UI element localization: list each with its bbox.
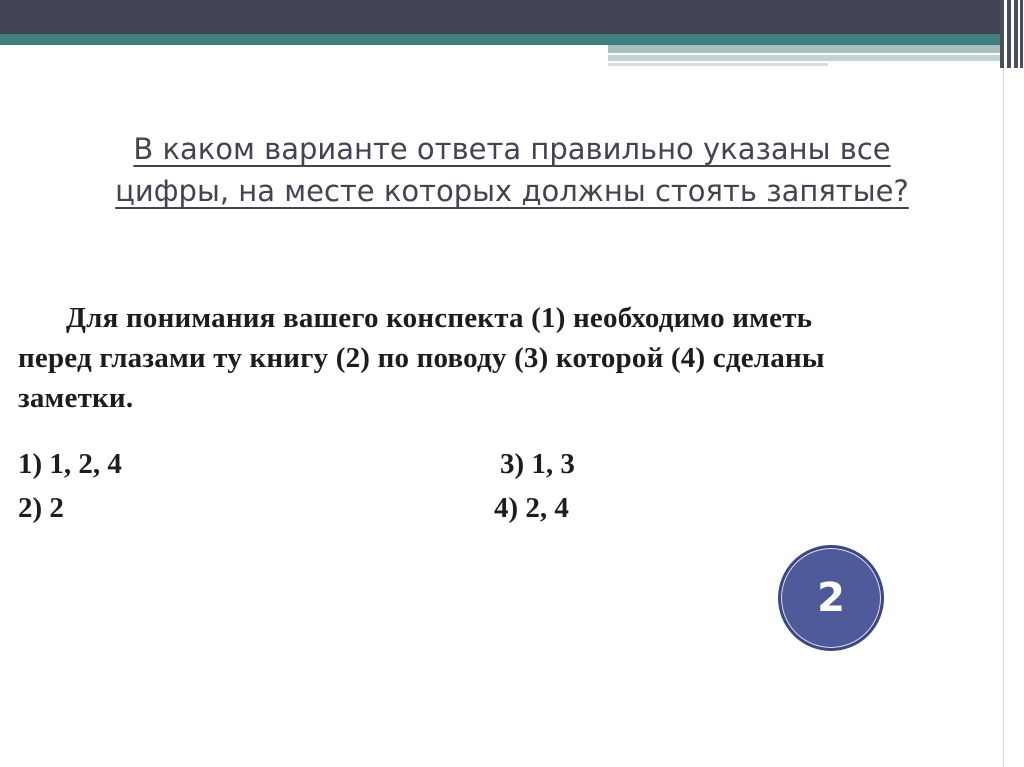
answer-badge: 2: [778, 545, 884, 651]
header-vertical-bar: [1014, 0, 1018, 68]
header-vertical-bar: [1000, 0, 1004, 68]
task-line-1: Для понимания вашего конспекта (1) необходимо иметь: [66, 302, 813, 334]
task-line-3: заметки.: [18, 382, 134, 414]
title-line-2: цифры, на месте которых должны стоять запятые?: [115, 174, 909, 208]
header-stripe-2: [608, 55, 1000, 61]
header-vertical-bar: [1020, 0, 1023, 68]
header-band-dark: [0, 0, 1000, 34]
right-edge-line: [1003, 68, 1004, 767]
answer-option-3: 3) 1, 3: [500, 448, 575, 480]
answer-option-2: 2) 2: [18, 492, 64, 524]
answer-option-4: 4) 2, 4: [494, 492, 569, 524]
answer-option-1: 1) 1, 2, 4: [18, 448, 122, 480]
slide-title: [60, 128, 964, 212]
header-stripe-1: [608, 45, 1000, 53]
header-band-teal: [0, 34, 1000, 45]
task-line-2: перед глазами ту книгу (2) по поводу (3) которой (4) сделаны: [18, 342, 825, 374]
header-vertical-bar: [1007, 0, 1011, 68]
header-stripe-3: [608, 63, 828, 66]
title-line-1: В каком варианте ответа правильно указаны все: [133, 132, 891, 166]
